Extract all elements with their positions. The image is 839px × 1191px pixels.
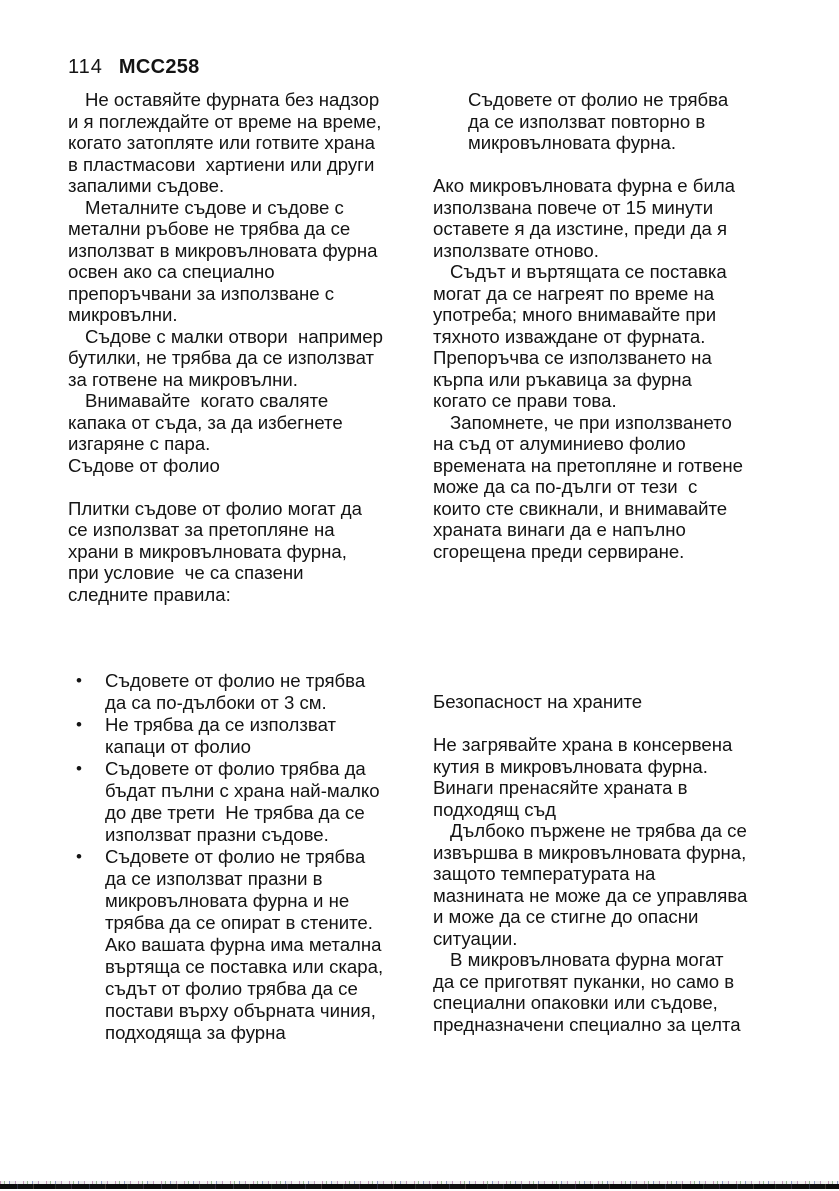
text-line: и може да се стигне до опасни: [433, 906, 699, 927]
list-item: [68, 758, 432, 846]
text-line: трябва да се опират в стените.: [105, 911, 373, 933]
text-line: оставете я да изстине, преди да я: [433, 218, 728, 239]
text-line: бъдат пълни с храна най-малко: [105, 779, 380, 801]
text-line: да се използват празни в: [105, 867, 323, 889]
text-line: когато се прави това.: [433, 390, 617, 411]
left-column: [68, 89, 432, 1044]
text-line: Винаги пренасяйте храната в: [433, 777, 688, 798]
bullet-text: [105, 846, 432, 1044]
text-line: Плитки съдове от фолио могат да: [68, 497, 362, 519]
bullet-icon: •: [76, 670, 82, 690]
text-line: могат да се нагреят по време на: [433, 282, 715, 304]
text-line: съдът от фолио трябва да се: [105, 977, 358, 999]
text-line: използват празни съдове.: [105, 823, 329, 845]
text-line: тяхното изваждане от фурната.: [433, 325, 706, 347]
text-line: подходящ съд: [433, 798, 557, 820]
text-line: кърпа или ръкавица за фурна: [433, 368, 692, 390]
text-line: В микровълновата фурна могат: [450, 949, 724, 970]
text-line: които сте свикнали, и внимавайте: [433, 497, 728, 519]
bullet-icon: •: [76, 714, 82, 734]
text-line: може да са по-дълги от тези с: [433, 476, 698, 497]
text-line: капаци от фолио: [105, 735, 251, 757]
text-line: Внимавайте когато сваляте: [85, 390, 329, 411]
text-line: Ако микровълновата фурна е била: [433, 175, 736, 196]
text-line: Не загрявайте храна в консервена: [433, 734, 733, 755]
text-line: запалими съдове.: [68, 175, 225, 196]
text-line: и я поглеждайте от време на време,: [68, 110, 382, 132]
text-line: Ако вашата фурна има метална: [105, 933, 382, 955]
paragraph: [433, 734, 825, 820]
bullet-text: [105, 758, 432, 846]
model-number: MCC258: [118, 56, 200, 78]
text-line: Съдове от фолио: [68, 454, 220, 476]
text-line: освен ако са специално: [68, 261, 275, 282]
text-line: да се използват повторно в: [468, 110, 706, 132]
text-line: защото температурата на: [433, 863, 656, 884]
text-line: на съд от алуминиево фолио: [433, 433, 686, 454]
text-line: Безопасност на храните: [433, 691, 643, 712]
section-heading: [433, 691, 825, 713]
text-line: храни в микровълновата фурна,: [68, 540, 347, 562]
paragraph: [68, 326, 432, 391]
text-line: Съдовете от фолио трябва да: [105, 757, 366, 779]
text-line: се използват за претопляне на: [68, 519, 335, 540]
text-line: микровълновата фурна.: [468, 132, 677, 153]
text-line: капака от съда, за да избегнете: [68, 411, 343, 433]
text-line: метални ръбове не трябва да се: [68, 218, 351, 239]
list-item: [68, 670, 432, 714]
paragraph: [468, 89, 825, 154]
text-line: Металните съдове и съдове с: [85, 196, 344, 218]
paragraph: [433, 412, 825, 563]
text-line: Съдовете от фолио не трябва: [105, 845, 366, 867]
text-line: за готвене на микровълни.: [68, 368, 298, 390]
text-line: Препоръчва се използването на: [433, 347, 712, 368]
text-line: използват в микровълновата фурна: [68, 239, 378, 261]
text-line: Съдовете от фолио не трябва: [468, 89, 729, 110]
bullet-icon: •: [76, 758, 82, 778]
text-line: сгорещена преди сервиране.: [433, 540, 685, 562]
text-line: следните правила:: [68, 583, 231, 605]
text-line: Не оставяйте фурната без надзор: [85, 89, 380, 110]
section-heading: [68, 455, 432, 477]
text-line: предназначени специално за целта: [433, 1013, 741, 1035]
text-line: когато затопляте или готвите храна: [68, 132, 375, 153]
paragraph: [68, 197, 432, 326]
bullet-text: [105, 670, 432, 714]
text-line: извършва в микровълновата фурна,: [433, 841, 747, 863]
paragraph: [433, 175, 825, 261]
text-line: до две трети Не трябва да се: [105, 801, 365, 823]
text-line: да се приготвят пуканки, но само в: [433, 970, 735, 992]
text-line: подходяща за фурна: [105, 1021, 286, 1043]
text-line: Съдът и въртящата се поставка: [450, 261, 727, 282]
text-line: Не трябва да се използват: [105, 713, 337, 735]
text-line: в пластмасови хартиени или други: [68, 153, 375, 175]
text-line: кутия в микровълновата фурна.: [433, 755, 708, 777]
paragraph: [68, 390, 432, 455]
text-line: Дълбоко пържене не трябва да се: [450, 820, 747, 841]
paragraph: [68, 498, 432, 606]
right-column: [433, 89, 825, 1035]
scan-edge-line: [0, 1184, 839, 1189]
text-line: микровълновата фурна и не: [105, 889, 350, 911]
page-header: [68, 56, 200, 78]
bullet-icon: •: [76, 846, 82, 866]
text-line: бутилки, не трябва да се използват: [68, 347, 375, 368]
text-line: да са по-дълбоки от 3 см.: [105, 691, 327, 713]
text-line: изгаряне с пара.: [68, 433, 211, 454]
text-line: ситуации.: [433, 927, 518, 949]
text-line: въртяща се поставка или скара,: [105, 955, 384, 977]
text-line: времената на претопляне и готвене: [433, 454, 744, 476]
text-line: Запомнете, че при използването: [450, 411, 732, 433]
bullet-list: [68, 670, 432, 1044]
paragraph: [433, 949, 825, 1035]
page-number: 114: [68, 56, 103, 78]
text-line: използвана повече от 15 минути: [433, 196, 714, 218]
text-line: употреба; много внимавайте при: [433, 304, 717, 325]
text-line: Съдове с малки отвори например: [85, 325, 383, 347]
text-line: препоръчвани за използване с: [68, 282, 335, 304]
text-line: мазнината не може да се управлява: [433, 884, 748, 906]
text-line: използвате отново.: [433, 239, 599, 261]
text-line: Съдовете от фолио не трябва: [105, 669, 366, 691]
list-item: [68, 846, 432, 1044]
list-item: [68, 714, 432, 758]
text-line: микровълни.: [68, 304, 178, 325]
paragraph: [68, 89, 432, 197]
paragraph: [433, 820, 825, 949]
text-line: при условие че са спазени: [68, 562, 304, 583]
text-line: постави върху обърната чиния,: [105, 999, 376, 1021]
bullet-text: [105, 714, 432, 758]
paragraph: [433, 261, 825, 412]
text-line: специални опаковки или съдове,: [433, 992, 718, 1013]
text-line: храната винаги да е напълно: [433, 519, 686, 540]
